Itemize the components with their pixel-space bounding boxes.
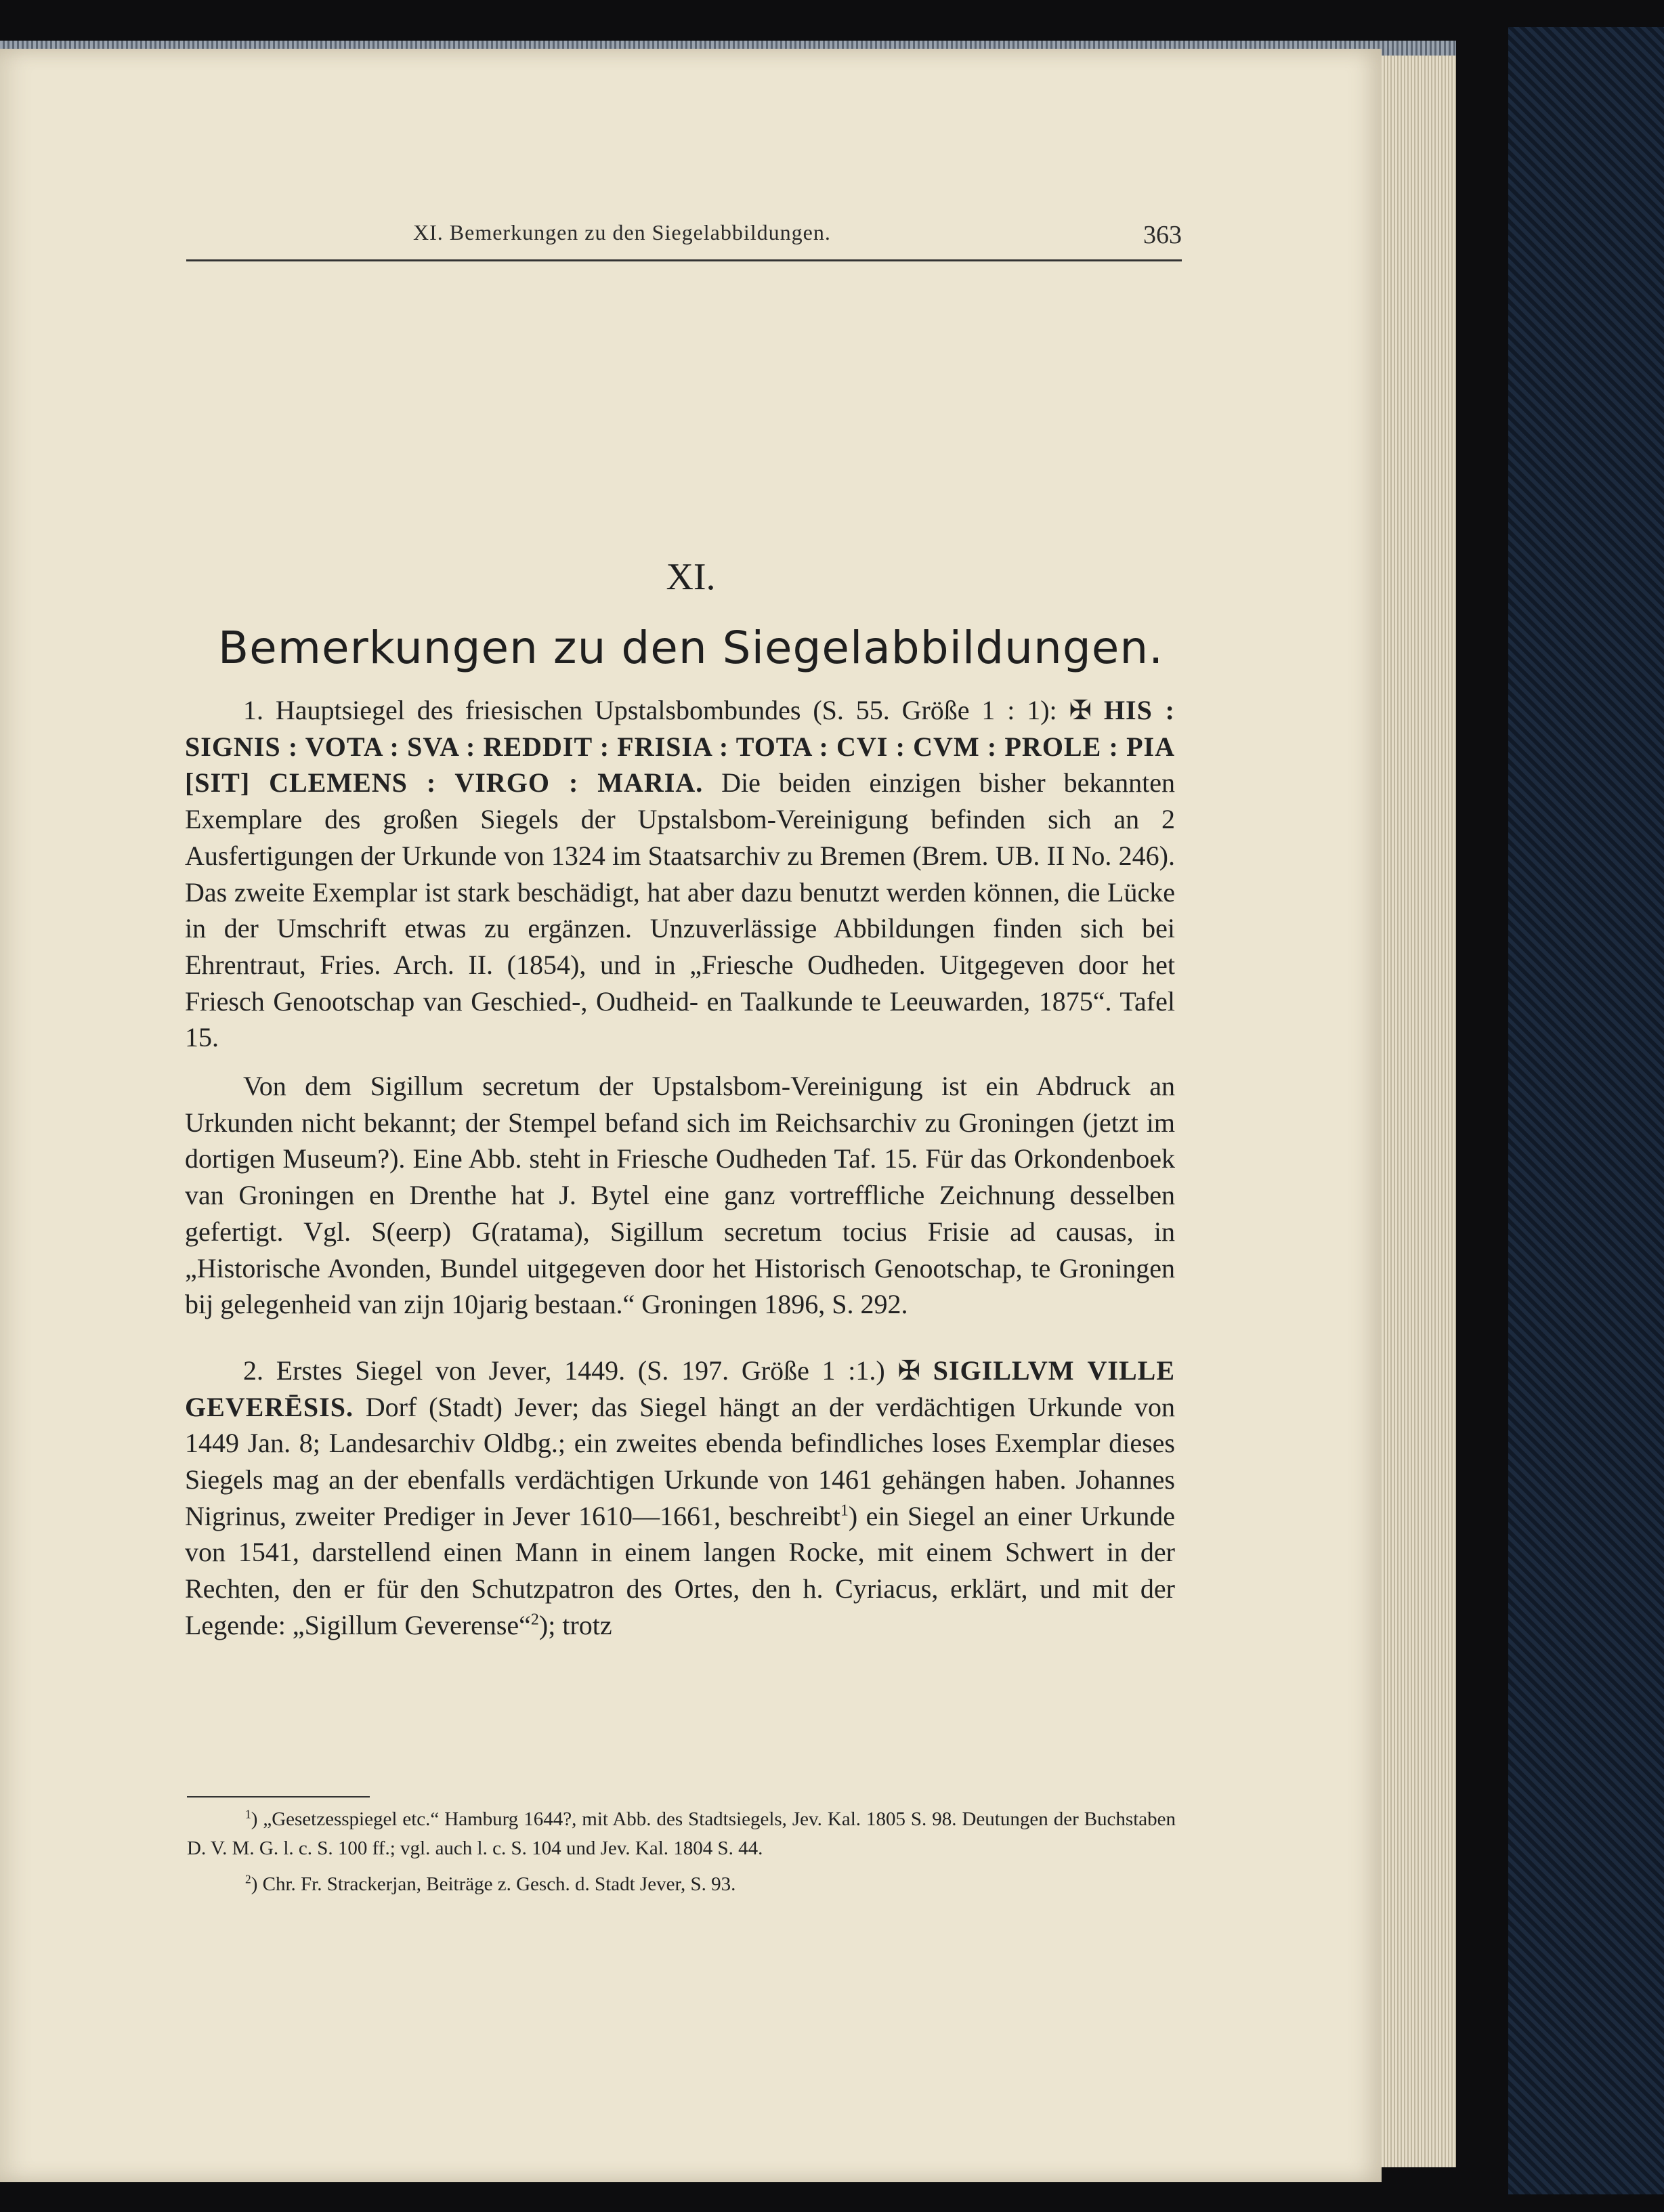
section-2-text-b: ) ein Siegel an einer Urkunde von 1541, darstellend einen Mann in einem langen Rocke, mit einem Schwert in der Rechten, den er für den Schutzpatron des Ortes, den h. Cyriacus, erklärt, und mit der Legende: „Sigillum Geverense“	[185, 1500, 1175, 1640]
section-1-paragraph-1	[185, 692, 1175, 1056]
section-1-text: Die beiden einzigen bisher bekannten Exemplare des großen Siegels der Upstalsbom-Vereinigung befinden sich an 2 Ausfertigungen der Urkunde von 1324 im Staatsarchiv zu Bremen (Brem. UB. II No. 246). Das zweite Exemplar ist stark beschädigt, hat aber dazu benutzt werden können, die Lücke in der Umschrift etwas zu ergänzen. Unzuverlässige Abbildungen finden sich bei Ehrentraut, Fries. Arch. II. (1854), und in „Friesche Oudheden. Uitgegeven door het Friesch Genootschap van Geschied-, Oudheid- en Taalkunde te Leeuwarden, 1875“. Tafel 15.	[185, 767, 1175, 1053]
footnote-ref-1: 1	[840, 1502, 849, 1520]
page-number: 363	[1143, 221, 1182, 249]
book-binding	[1508, 27, 1664, 2194]
footnote-text: ) „Gesetzesspiegel etc.“ Hamburg 1644?, mit Abb. des Stadtsiegels, Jev. Kal. 1805 S. 98. Deutungen der Buchstaben D. V. M. G. l. c. S. 100 ff.; vgl. auch l. c. S. 104 und Jev. Kal. 1804 S. 44.	[187, 1808, 1176, 1859]
header-rule	[186, 259, 1182, 261]
footnote-ref-2: 2	[530, 1611, 539, 1629]
footnote-text: ) Chr. Fr. Strackerjan, Beiträge z. Gesch. d. Stadt Jever, S. 93.	[251, 1873, 736, 1895]
running-head	[186, 220, 1182, 261]
section-2-paragraph	[185, 1353, 1175, 1644]
body-text	[185, 692, 1175, 1644]
footnote-2	[187, 1870, 1176, 1899]
cross-icon: ✠	[897, 1355, 920, 1386]
chapter-title: Bemerkungen zu den Siegelabbildungen.	[217, 622, 1164, 674]
seal-legend-1: HIS : SIGNIS : VOTA : SVA : REDDIT : FRISIA : TOTA : CVI : CVM : PROLE : PIA [SIT] CLEMENS : VIRGO : MARIA.	[185, 695, 1176, 799]
cross-icon: ✠	[1069, 695, 1092, 725]
section-2-text-c: ); trotz	[538, 1609, 612, 1640]
footnote-1	[187, 1805, 1176, 1863]
running-title: XI. Bemerkungen zu den Siegelabbildungen.	[413, 220, 831, 244]
footnotes	[187, 1805, 1176, 1899]
footnote-mark: 2	[245, 1872, 251, 1886]
footnote-rule	[187, 1796, 370, 1798]
section-2-intro: 2. Erstes Siegel von Jever, 1449. (S. 197. Größe 1 :1.)	[243, 1355, 885, 1386]
seal-legend-2: SIGILLVM VILLE GEVERĒSIS.	[185, 1355, 1176, 1422]
section-2-text-a: Dorf (Stadt) Jever; das Siegel hängt an der verdächtigen Urkunde von 1449 Jan. 8; Landesarchiv Oldbg.; ein zweites ebenda befindliches loses Exemplar dieses Siegels mag an der ebenfalls verdächtigen Urkunde von 1461 gehängen haben. Johannes Nigrinus, zweiter Prediger in Jever 1610—1661, beschreibt	[185, 1391, 1175, 1531]
section-1-paragraph-2: Von dem Sigillum secretum der Upstalsbom-Vereinigung ist ein Abdruck an Urkunden nicht bekannt; der Stempel befand sich im Reichsarchiv zu Groningen (jetzt im dortigen Museum?). Eine Abb. steht in Friesche Oudheden Taf. 15. Für das Orkondenboek van Groningen en Drenthe hat J. Bytel eine ganz vortreffliche Zeichnung desselben gefertigt. Vgl. S(eerp) G(ratama), Sigillum secretum tocius Frisie ad causas, in „Historische Avonden, Bundel uitgegeven door het Historisch Genootschap, te Groningen bij gelegenheid van zijn 10jarig bestaan.“ Groningen 1896, S. 292.	[185, 1071, 1175, 1320]
footnote-mark: 1	[245, 1807, 251, 1821]
chapter-number: XI.	[666, 556, 716, 598]
section-1-intro: 1. Hauptsiegel des friesischen Upstalsbombundes (S. 55. Größe 1 : 1):	[243, 695, 1057, 725]
